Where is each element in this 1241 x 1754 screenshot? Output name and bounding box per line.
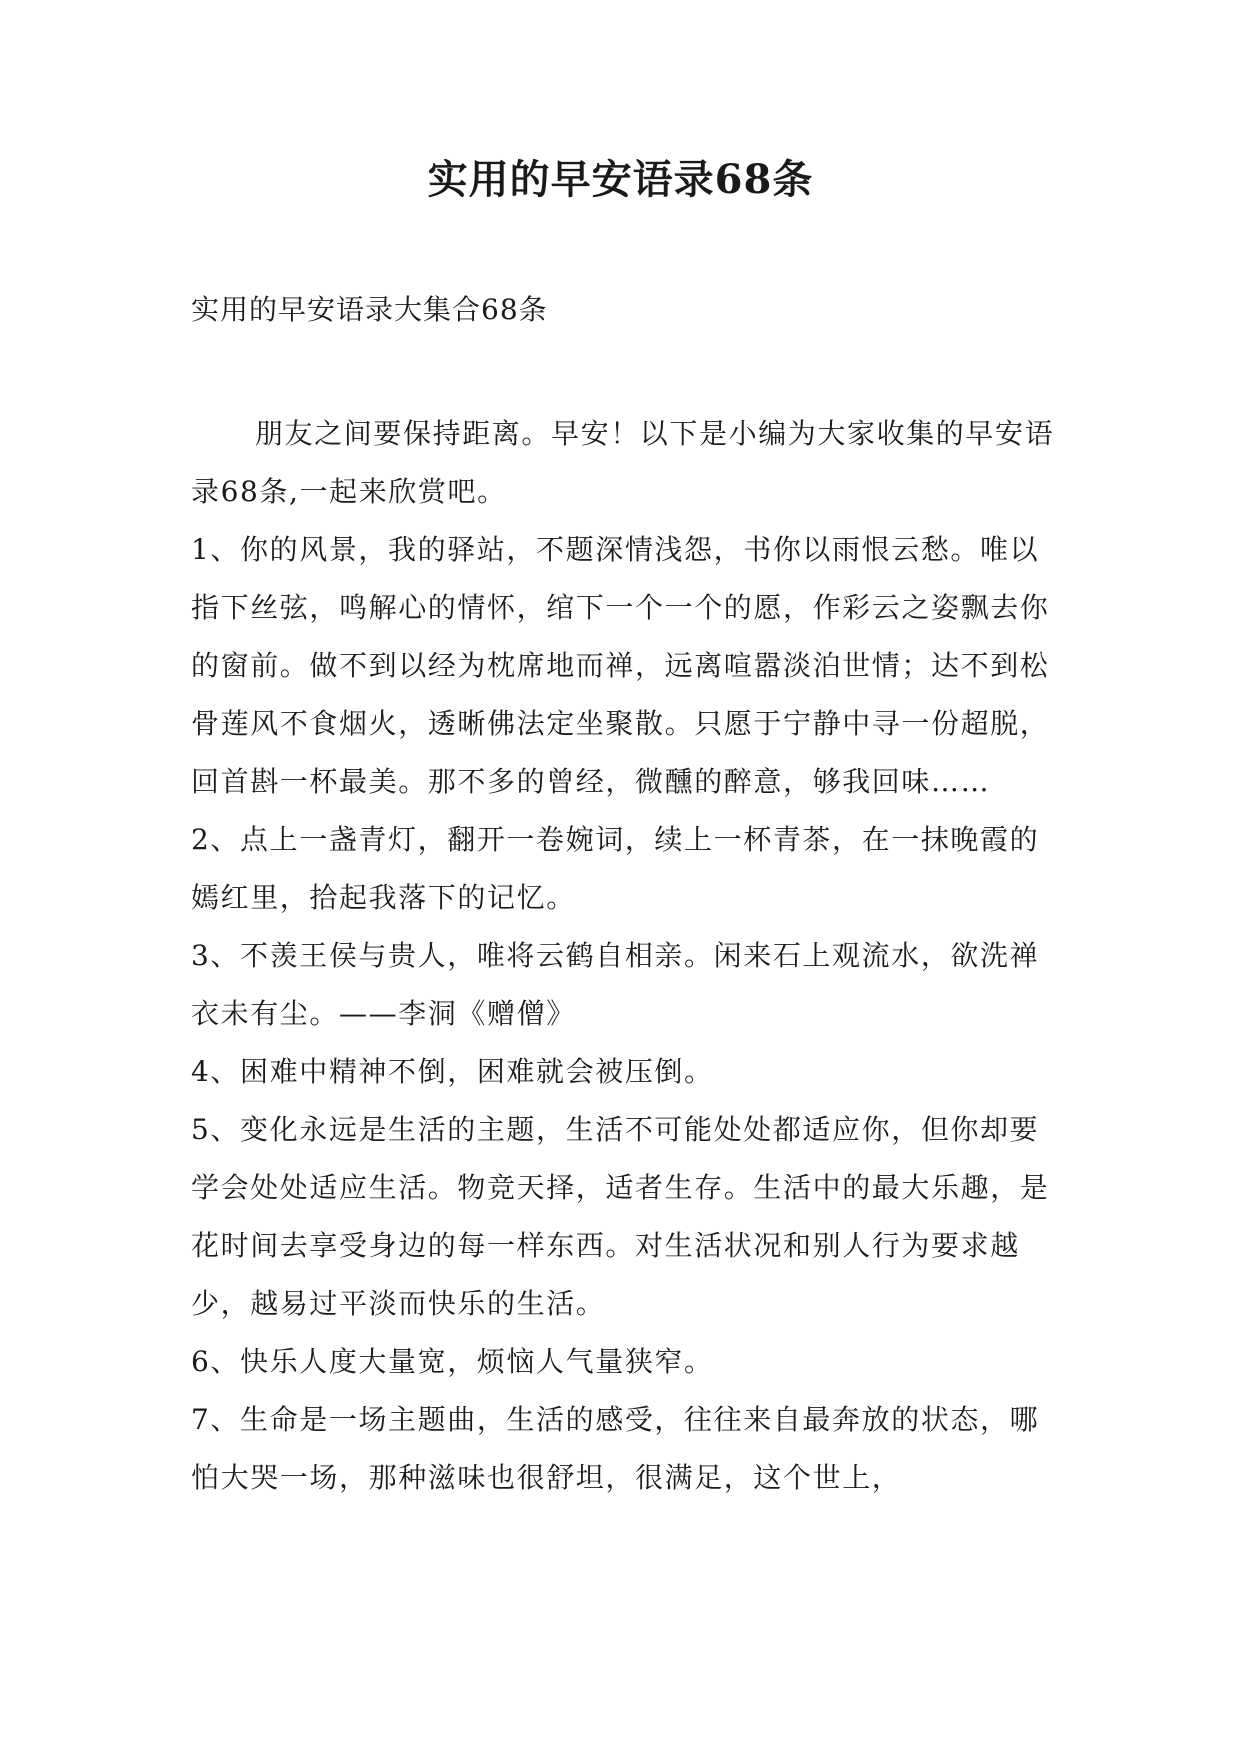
list-item: 3、不羡王侯与贵人，唯将云鹤自相亲。闲来石上观流水，欲洗禅衣未有尘。——李洞《赠僧》 [191, 939, 1040, 1030]
list-item: 5、变化永远是生活的主题，生活不可能处处都适应你，但你却要学会处处适应生活。物竞天择，适者生存。生活中的最大乐趣，是花时间去享受身边的每一样东西。对生活状况和别人行为要求越少，越易过平淡而快乐的生活。 [191, 1113, 1050, 1320]
list-item: 7、生命是一场主题曲，生活的感受，往往来自最奔放的状态，哪怕大哭一场，那种滋味也很舒坦，很满足，这个世上， [191, 1403, 1040, 1494]
list-item: 2、点上一盏青灯，翻开一卷婉词，续上一杯青茶，在一抹晚霞的嫣红里，拾起我落下的记忆。 [191, 823, 1040, 914]
document-subtitle: 实用的早安语录大集合68条 [191, 293, 548, 326]
document-body [191, 405, 1061, 1507]
document-title: 实用的早安语录68条 [427, 156, 814, 203]
list-item: 6、快乐人度大量宽，烦恼人气量狭窄。 [191, 1345, 714, 1378]
list-item: 4、困难中精神不倒，困难就会被压倒。 [191, 1055, 714, 1088]
list-item: 1、你的风景，我的驿站，不题深情浅怨，书你以雨恨云愁。唯以指下丝弦，鸣解心的情怀，绾下一个一个的愿，作彩云之姿飘去你的窗前。做不到以经为枕席地而禅，远离喧嚣淡泊世情；达不到松骨莲风不食烟火，透晰佛法定坐聚散。只愿于宁静中寻一份超脱，回首斟一杯最美。那不多的曾经，微醺的醉意，够我回味…… [191, 533, 1050, 798]
intro-paragraph: 朋友之间要保持距离。早安！以下是小编为大家收集的早安语录68条,一起来欣赏吧。 [191, 417, 1055, 508]
